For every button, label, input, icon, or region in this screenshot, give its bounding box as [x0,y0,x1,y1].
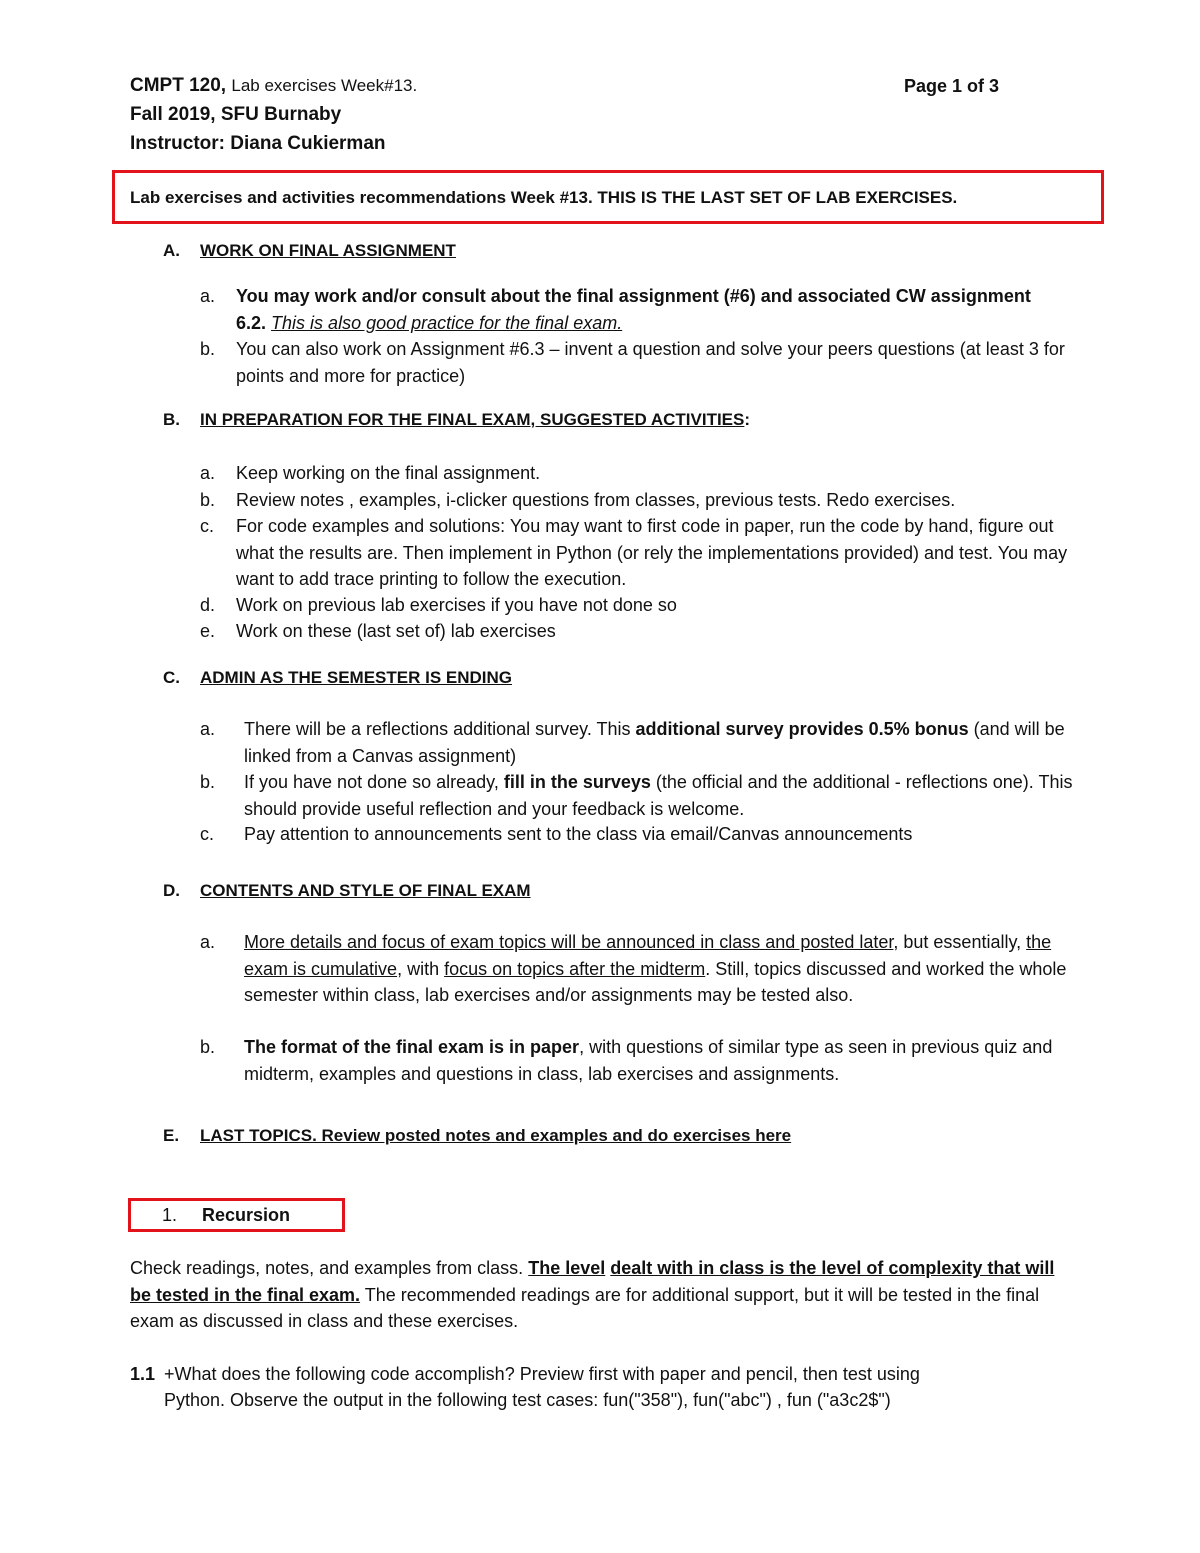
course-code: CMPT 120, [130,75,227,96]
question-line-1: +What does the following code accomplish? Preview first with paper and pencil, then test using [164,1364,920,1384]
header-subtitle: Lab exercises Week#13. [231,76,418,95]
section-b-heading: B. IN PREPARATION FOR THE FINAL EXAM, SUGGESTED ACTIVITIES: [163,410,751,429]
term-line: Fall 2019, SFU Burnaby [130,104,342,125]
question-line-2: Python. Observe the output in the following test cases: fun("358"), fun("abc") , fun ("a3c2$") [164,1390,891,1410]
section-a-heading: A. WORK ON FINAL ASSIGNMENT [163,241,456,260]
header-line-1 [130,75,417,97]
notice-text: Lab exercises and activities recommendations Week #13. THIS IS THE LAST SET OF LAB EXERCISES. [130,188,958,207]
question-number: 1.1 [130,1364,156,1384]
section-c-title: ADMIN AS THE SEMESTER IS ENDING [200,668,513,687]
section-b-title: IN PREPARATION FOR THE FINAL EXAM, SUGGESTED ACTIVITIES [200,410,745,429]
section-e-title: LAST TOPICS. Review posted notes and examples and do exercises here [200,1126,792,1145]
recursion-heading: 1. Recursion [162,1205,291,1225]
section-c-heading: C. ADMIN AS THE SEMESTER IS ENDING [163,668,513,687]
recursion-paragraph: Check readings, notes, and examples from class. The level dealt with in class is the level of complexity that will be tested in the final exam. The recommended readings are for additional support, but it will be tested in the final exam as discussed in class and these exercises. [130,1258,1055,1331]
instructor-line: Instructor: Diana Cukierman [130,133,386,154]
section-e-heading: E. LAST TOPICS. Review posted notes and examples and do exercises here [163,1126,792,1145]
page-number: Page 1 of 3 [904,76,1000,96]
document-page: CMPT 120, Lab exercises Week#13. Page 1 of 3 Fall 2019, SFU Burnaby Instructor: Diana Cukierman Lab exercises and activities recommendations Week #13. THIS IS THE LAST SET OF LAB EXERCISES. A. WORK ON FINAL ASSIGNMENT a. You may work and/or consult about the final assignment (#6) and associated CW assignment 6.2. This is also good practice for the final exam. b. You can also work on Assignment #6.3 – invent a question and solve your peers questions (at least 3 for points and more for practice) B. IN PREPARATION FOR THE FINAL EXAM, SUGGESTED ACTIVITIES: a. Keep working on the final assignment. b. Review notes , examples, i-clicker questions from classes, previous tests. Redo exercises. c. For code examples and solutions: You may want to first code in paper, run the code by hand, figure out what the results are. Then implement in Python (or rely the implementations provided) and test. You may want to add trace printing to follow the execution. d. Work on previous lab exercises if you have not done so e. Work on these (last set of) lab exercises C. ADMIN AS THE SEMESTER IS ENDING a. There will be a reflections additional survey. This additional survey provides 0.5% bonus (and will be linked from a Canvas assignment) b. If you have not done so already, fill in the surveys (the official and the additional - reflections one). This should provide useful reflection and your feedback is welcome. c. Pay attention to announcements sent to the class via email/Canvas announcements D. CONTENTS AND STYLE OF FINAL EXAM a. More details and focus of exam topics will be announced in class and posted later, but essentially, the exam is cumulative, with focus on topics after the midterm. Still, topics discussed and worked the whole semester within class, lab exercises and/or assignments may be tested also. b. The format of the final exam is in paper, with questions of similar type as seen in previous quiz and midterm, examples and questions in class, lab exercises and assignments. E. LAST TOPICS. Review posted notes and examples and do exercises here 1. Recursion Check readings, notes, and examples from class. The level dealt with in class is the level of complexity that will be tested in the final exam. The recommended readings are for additional support, but it will be tested in the final exam as discussed in class and these exercises. 1.1 +What does the following code accomplish? Preview first with paper and pencil, then test using Python. Observe the output in the following test cases: fun("358"), fun("abc") , fun ("a3c2$") [0,0,1200,1553]
section-d-heading: D. CONTENTS AND STYLE OF FINAL EXAM [163,881,531,900]
section-d-title: CONTENTS AND STYLE OF FINAL EXAM [200,881,531,900]
section-a-title: WORK ON FINAL ASSIGNMENT [200,241,456,260]
